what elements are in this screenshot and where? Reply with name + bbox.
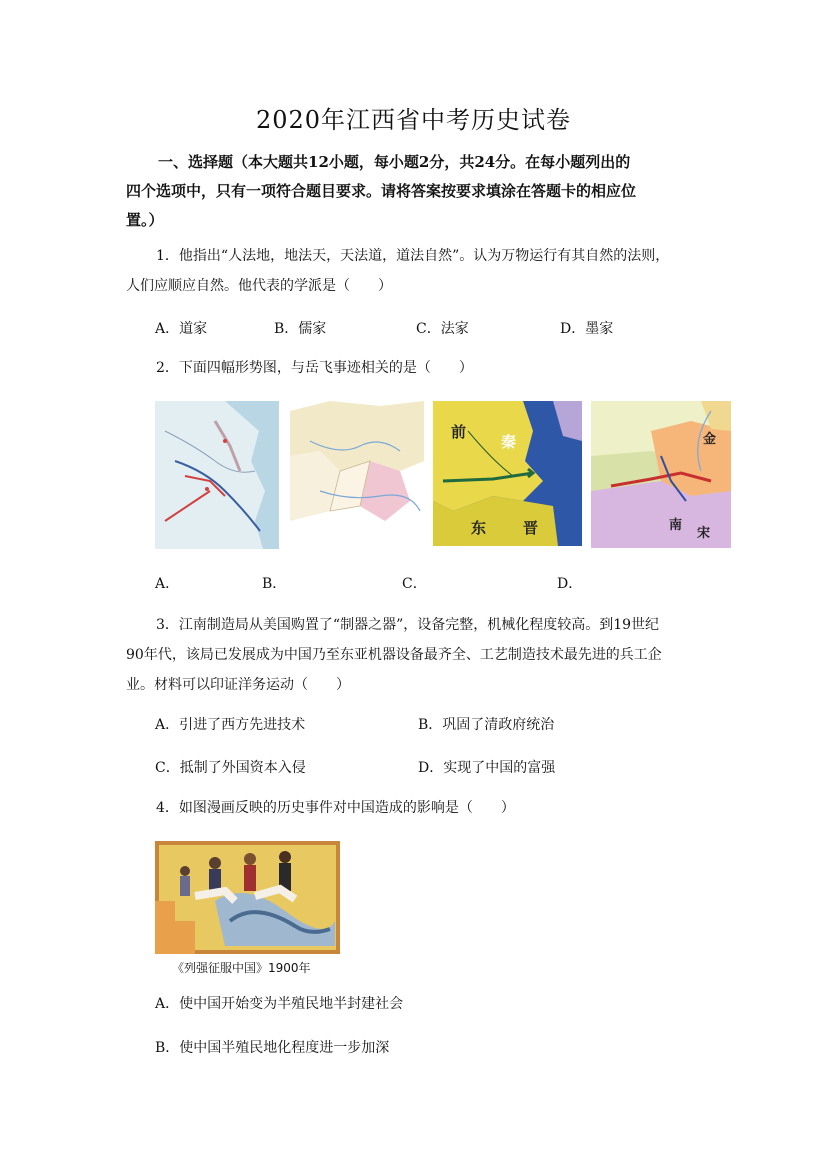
question-1-option-c[interactable]: C．法家 bbox=[416, 321, 469, 337]
map-c-label-qian: 前 bbox=[451, 423, 467, 441]
question-2-option-a[interactable]: A． bbox=[155, 576, 180, 592]
question-4-line-1: 4．如图漫画反映的历史事件对中国造成的影响是（ ） bbox=[156, 800, 515, 816]
section-line-1: 一、选择题（本大题共12小题，每小题2分，共24分。在每小题列出的 bbox=[158, 153, 631, 171]
question-2-option-d[interactable]: D． bbox=[557, 576, 583, 592]
question-1-line-2: 人们应顺应自然。他代表的学派是（ ） bbox=[126, 278, 392, 294]
question-3-option-b[interactable]: B．巩固了清政府统治 bbox=[418, 717, 555, 733]
map-b-image bbox=[290, 401, 424, 549]
section-line-2: 四个选项中，只有一项符合题目要求。请将答案按要求填涂在答题卡的相应位 bbox=[126, 182, 637, 200]
map-c-label-qin: 秦 bbox=[501, 433, 517, 451]
question-2-option-c[interactable]: C． bbox=[402, 576, 427, 592]
question-3-option-a[interactable]: A．引进了西方先进技术 bbox=[155, 717, 306, 733]
question-3-option-c[interactable]: C．抵制了外国资本入侵 bbox=[155, 760, 306, 776]
page-title: 2020年江西省中考历史试卷 bbox=[255, 106, 572, 134]
question-1-option-b[interactable]: B．儒家 bbox=[274, 321, 327, 337]
question-4-option-a[interactable]: A．使中国开始变为半殖民地半封建社会 bbox=[155, 996, 404, 1012]
map-d-image bbox=[591, 401, 731, 548]
question-2-option-b[interactable]: B． bbox=[262, 576, 287, 592]
question-4 bbox=[126, 793, 701, 823]
map-c-label-jin: 晋 bbox=[523, 519, 539, 537]
map-d-label-jin: 金 bbox=[703, 432, 717, 447]
map-c-label-dong: 东 bbox=[471, 519, 487, 537]
question-1-line-1: 1．他指出“人法地，地法天，天法道，道法自然”。认为万物运行有其自然的法则， bbox=[156, 248, 670, 264]
cartoon-image bbox=[155, 841, 340, 954]
question-2-line-1: 2．下面四幅形势图，与岳飞事迹相关的是（ ） bbox=[156, 360, 473, 376]
map-a-image bbox=[155, 401, 279, 549]
map-d-label-song: 宋 bbox=[697, 526, 711, 541]
question-1-option-d[interactable]: D．墨家 bbox=[560, 321, 614, 337]
cartoon-caption: 《列强征服中国》1900年 bbox=[172, 961, 311, 975]
question-3-line-1: 3．江南制造局从美国购置了“制器之器”，设备完整，机械化程度较高。到19世纪 bbox=[156, 617, 660, 633]
question-3-line-2: 90年代，该局已发展成为中国乃至东亚机器设备最齐全、工艺制造技术最先进的兵工企 bbox=[126, 647, 662, 663]
question-3 bbox=[126, 610, 701, 700]
question-1 bbox=[126, 241, 701, 301]
question-4-option-b[interactable]: B．使中国半殖民地化程度进一步加深 bbox=[155, 1040, 390, 1056]
question-2 bbox=[126, 353, 701, 383]
map-d-label-nan: 南 bbox=[669, 518, 683, 533]
section-heading bbox=[126, 148, 701, 235]
question-3-option-d[interactable]: D．实现了中国的富强 bbox=[418, 760, 556, 776]
question-1-option-a[interactable]: A．道家 bbox=[155, 321, 208, 337]
map-c-image bbox=[433, 401, 582, 546]
section-line-3: 置。） bbox=[126, 211, 164, 229]
question-3-line-3: 业。材料可以印证洋务运动（ ） bbox=[126, 677, 350, 693]
